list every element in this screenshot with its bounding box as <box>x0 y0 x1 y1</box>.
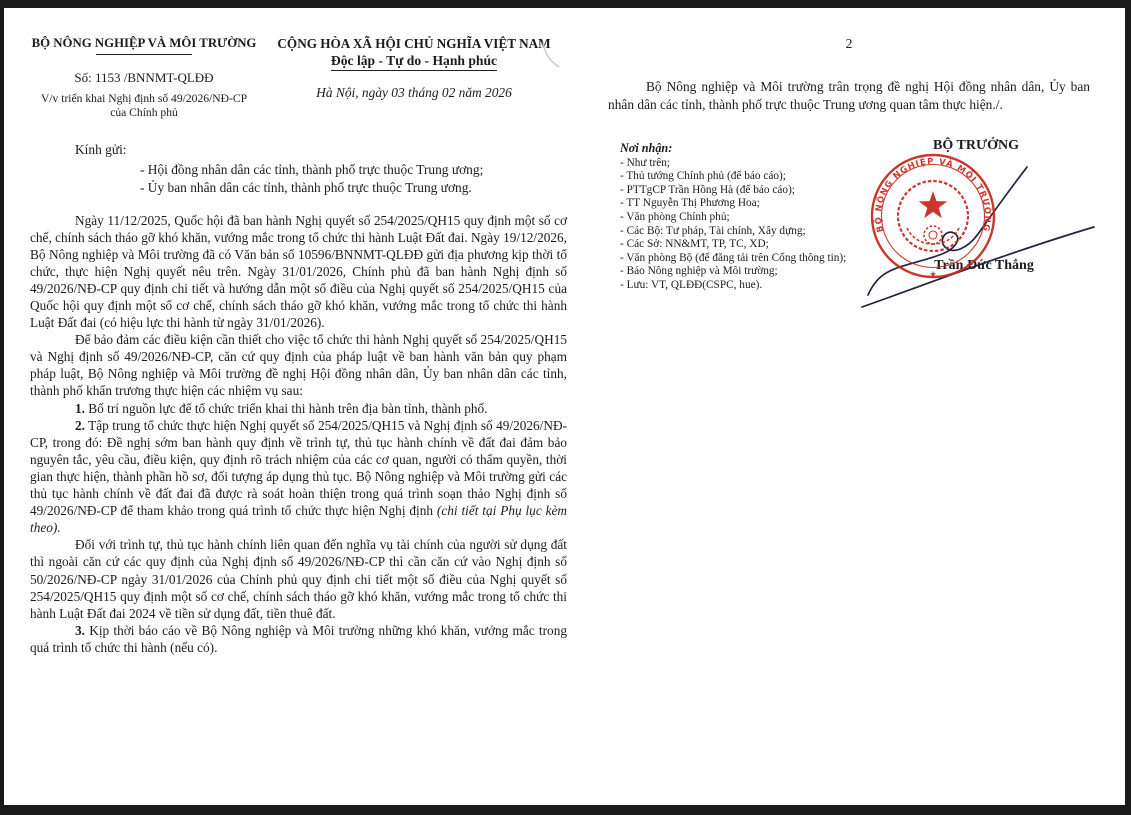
item-number: 1. <box>75 400 85 416</box>
issuing-org-name: BỘ NÔNG NGHIỆP VÀ MÔI TRƯỜNG <box>31 36 257 50</box>
page-2 <box>608 30 1090 790</box>
page-number: 2 <box>845 36 853 51</box>
signer-name: Trần Đức Thắng <box>934 258 1034 273</box>
body-paragraph: Ngày 11/12/2025, Quốc hội đã ban hành Nghị quyết số 254/2025/QH15 quy định một số cơ chế, chính sách tháo gỡ khó khăn, vướng mắc trong tổ chức thi hành Luật Đất đai. Ngày 19/12/2026, Bộ Nông nghiệp và Môi trường đã có Văn bản số 10596/BNNMT-QLĐĐ gửi địa phương kịp thời tổ chức, thực hiện Nghị quyết nêu trên. Ngày 31/01/2026, Chính phủ đã ban hành Nghị định số 49/2026/NĐ-CP quy định chi tiết và hướng dẫn một số điều của Nghị quyết số 254/2025/QH15 của Quốc hội quy định một số cơ chế, chính sách tháo gỡ khó khăn, vướng mắc trong tổ chức thi hành Luật Đất đai (có hiệu lực thi hành từ ngày 31/01/2026). <box>30 212 567 331</box>
document-subject <box>30 92 258 120</box>
noi-nhan-item: - Như trên; <box>620 156 671 169</box>
page-1 <box>30 36 567 656</box>
seal-star-icon: ★ <box>929 270 937 280</box>
noi-nhan-item: - Các Bộ: Tư pháp, Tài chính, Xây dựng; <box>620 224 806 237</box>
noi-nhan-item: - Báo Nông nghiệp và Môi trường; <box>620 265 778 278</box>
body-numbered-item <box>30 400 567 417</box>
document-body <box>30 212 567 656</box>
closing-paragraph: Bộ Nông nghiệp và Môi trường trân trọng đề nghị Hội đồng nhân dân, Ủy ban nhân dân các tỉnh, thành phố trực thuộc Trung ương quan tâm thực hiện./. <box>608 79 1090 112</box>
issuing-org-block <box>30 36 258 120</box>
noi-nhan-item: - Lưu: VT, QLĐĐ(CSPC, hue). <box>620 278 763 291</box>
seal-ring-text: BỘ NÔNG NGHIỆP VÀ MÔI TRƯỜNG <box>872 155 994 234</box>
subject-line-2: của Chính phủ <box>110 106 178 120</box>
noi-nhan-title: Nơi nhận: <box>620 141 673 155</box>
noi-nhan-item: - Văn phòng Bộ (để đăng tải trên Cổng thông tin); <box>620 251 847 264</box>
recipient-line: - Hội đồng nhân dân các tỉnh, thành phố trực thuộc Trung ương; <box>140 162 484 178</box>
document-header <box>30 36 567 120</box>
noi-nhan-item: - TT Nguyễn Thị Phương Hoa; <box>620 197 760 210</box>
document-sheet <box>4 8 1125 805</box>
item-text: Bố trí nguồn lực để tổ chức triển khai thi hành trên địa bàn tỉnh, thành phố. <box>84 400 488 416</box>
national-motto-block <box>264 36 564 120</box>
body-paragraph: Đối với trình tự, thủ tục hành chính liên quan đến nghĩa vụ tài chính của người sử dụng đất thì ngoài căn cứ các quy định của Nghị định số 49/2026/NĐ-CP thì cần căn cứ vào Nghị định số 50/2026/NĐ-CP ngày 31/01/2026 của Chính phủ quy định chi tiết một số điều của Nghị quyết số 254/2025/QH15 quy định một số cơ chế, chính sách tháo gỡ khó khăn, vướng mắc trong tổ chức thi hành Luật Đất đai 2024 về tiền sử dụng đất, tiền thuê đất. <box>30 537 567 621</box>
noi-nhan-item: - Văn phòng Chính phủ; <box>620 210 730 223</box>
document-number: Số: 1153 /BNNMT-QLĐĐ <box>74 70 214 86</box>
salutation-label: Kính gửi: <box>75 142 127 158</box>
body-numbered-item <box>30 622 567 656</box>
subject-line-1: V/v triển khai Nghị định số 49/2026/NĐ-CP <box>40 92 248 106</box>
noi-nhan-item: - PTTgCP Trần Hồng Hà (để báo cáo); <box>620 183 795 196</box>
noi-nhan-item: - Thủ tướng Chính phủ (để báo cáo); <box>620 170 786 183</box>
signer-title: BỘ TRƯỞNG <box>933 138 1019 153</box>
body-paragraph: Để bảo đảm các điều kiện cần thiết cho việc tổ chức thi hành Nghị quyết số 254/2025/QH15 và Nghị định số 49/2026/NĐ-CP, căn cứ quy định của pháp luật về ban hành văn bản quy phạm pháp luật, Bộ Nông nghiệp và Môi trường đề nghị Hội đồng nhân dân, Ủy ban nhân dân các tỉnh, thành phố khẩn trương thực hiện các nhiệm vụ sau: <box>30 332 567 399</box>
item-italic-note: (chi tiết tại Phụ lục kèm theo). <box>30 503 568 536</box>
national-title: CỘNG HÒA XÃ HỘI CHỦ NGHĨA VIỆT NAM <box>277 36 551 51</box>
item-text: Kịp thời báo cáo về Bộ Nông nghiệp và Môi trường những khó khăn, vướng mắc trong quá trình tổ chức thi hành (nếu có). <box>30 622 567 655</box>
recipient-list <box>140 161 567 196</box>
item-number: 3. <box>75 622 85 638</box>
item-number: 2. <box>75 417 85 433</box>
org-underline <box>96 54 192 55</box>
body-numbered-item <box>30 417 567 537</box>
salutation-block <box>30 142 567 196</box>
noi-nhan-item: - Các Sở: NN&MT, TP, TC, XD; <box>620 238 769 251</box>
place-date-line: Hà Nội, ngày 03 tháng 02 năm 2026 <box>316 85 512 101</box>
item-text: Tập trung tổ chức thực hiện Nghị quyết số 254/2025/QH15 và Nghị định số 49/2026/NĐ-CP, trong đó: Đề nghị sớm ban hành quy định về trình tự, thủ tục hành chính về đất đai đảm bảo nguyên tắc, yêu cầu, điều kiện, quy định rõ trách nhiệm của các cơ quan, người có thẩm quyền, thời gian thực hiện, thành phần hồ sơ, đối tượng áp dụng thủ tục. Bộ Nông nghiệp và Môi trường gửi các thủ tục hành chính về đất đai đã được rà soát hoàn thiện trong quá trình soạn thảo Nghị định số 49/2026/NĐ-CP để tham khảo trong quá trình tổ chức thực hiện Nghị định <box>30 417 567 519</box>
national-motto: Độc lập - Tự do - Hạnh phúc <box>331 53 497 71</box>
recipient-line: - Ủy ban nhân dân các tỉnh, thành phố trực thuộc Trung ương. <box>140 179 472 195</box>
